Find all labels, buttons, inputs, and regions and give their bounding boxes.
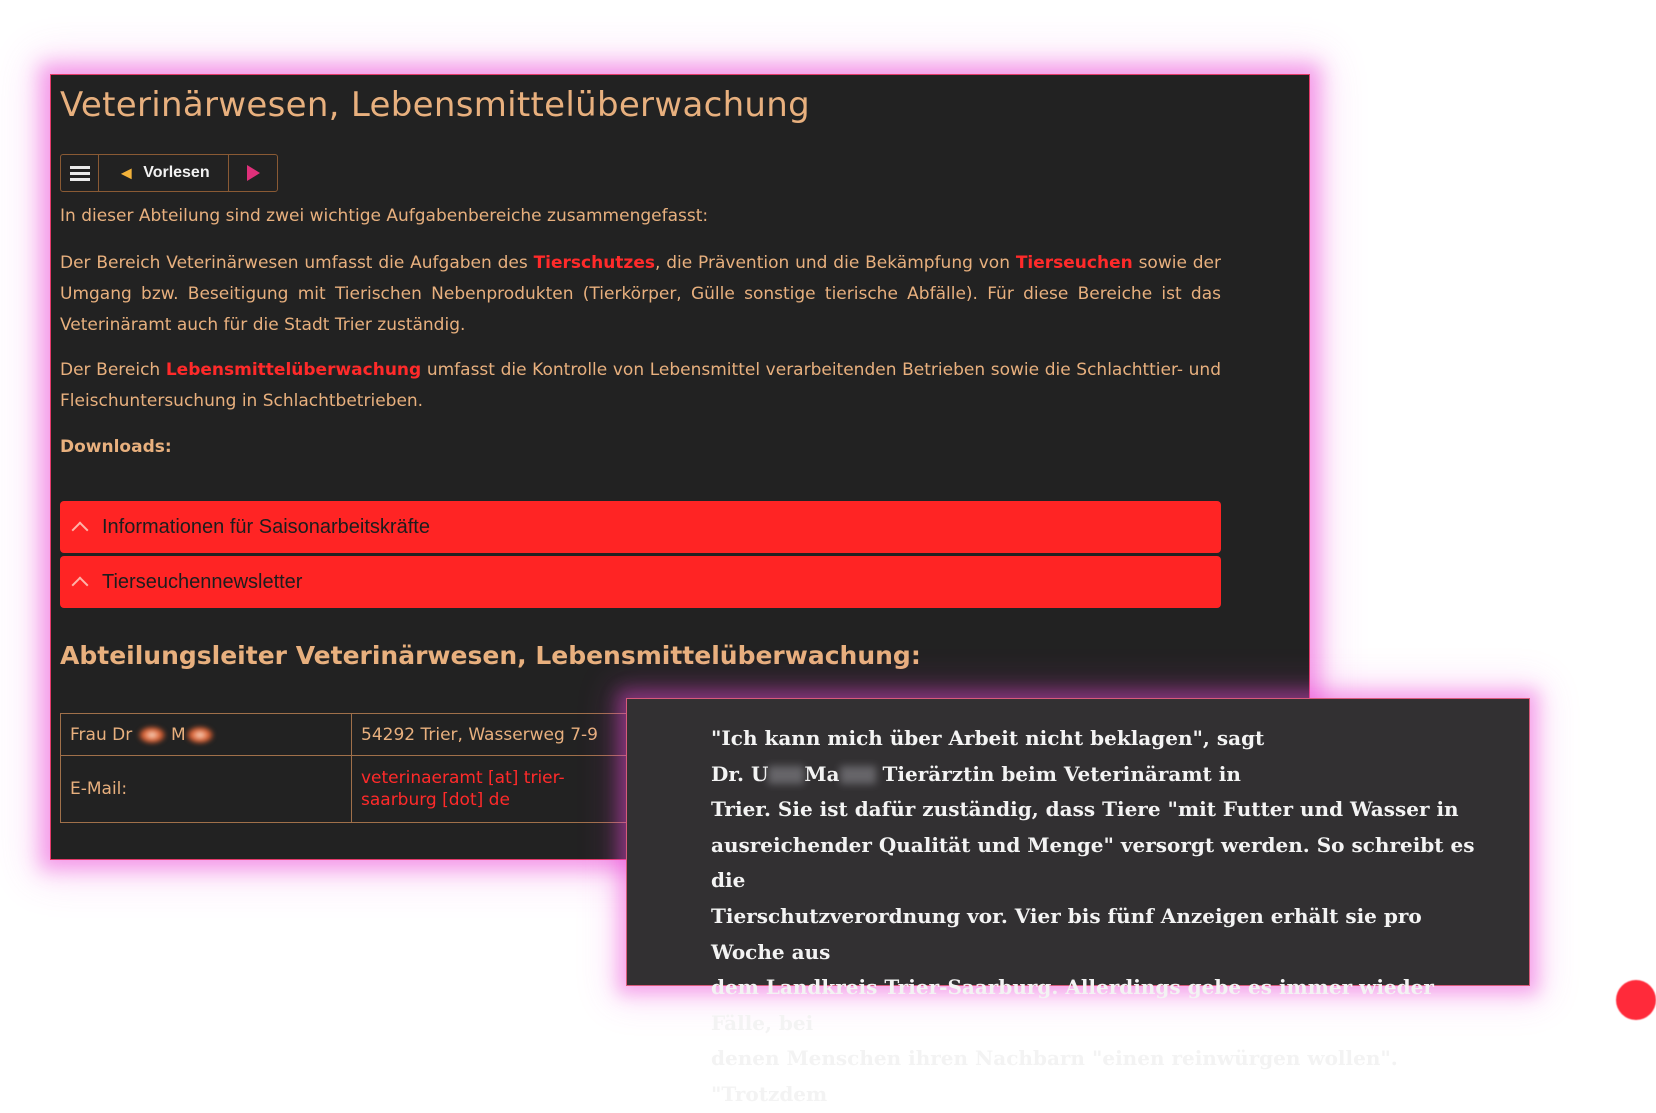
quote-line: dem Landkreis Trier-Saarburg. Allerdings gebe es immer wieder Fälle, bei: [711, 975, 1434, 1035]
corner-decoration: [1616, 980, 1656, 1020]
department-head-heading: Abteilungsleiter Veterinärwesen, Lebensmittelüberwachung:: [60, 641, 921, 670]
accordion-saisonarbeitskraefte[interactable]: [60, 501, 1221, 553]
chevron-up-icon: [72, 522, 89, 539]
text-segment: Tierärztin beim Veterinäramt in: [875, 761, 1241, 786]
address-cell: 54292 Trier, Wasserweg 7-9: [352, 714, 931, 756]
speaker-icon: ◄: [117, 162, 136, 183]
text-segment: sowie der Umgang bzw. Beseitigung mit Tierischen Nebenprodukten (Tierkörper, Gülle sonstige tierische Abfälle). Für diese Bereiche ist das Veterinäramt auch für die Stadt Trier zuständig.: [60, 253, 1221, 335]
quote-panel: [626, 698, 1530, 1106]
redacted-blur: [840, 766, 876, 784]
email-label: E-Mail:: [61, 756, 352, 823]
food-control-paragraph: [60, 355, 1221, 417]
tierseuchen-link[interactable]: Tierseuchen: [1015, 253, 1133, 273]
play-icon: [247, 165, 260, 181]
quote-line: ausreichender Qualität und Menge" versorgt werden. So schreibt es die: [711, 832, 1475, 893]
redacted-blur: [186, 726, 214, 744]
redacted-blur: [768, 766, 804, 784]
play-button[interactable]: [229, 155, 277, 191]
text-segment: Ma: [804, 761, 840, 786]
veterinary-paragraph: [60, 248, 1221, 341]
quote-line: Tierschutzverordnung vor. Vier bis fünf Anzeigen erhält sie pro Woche aus: [711, 903, 1422, 964]
read-aloud-label: Vorlesen: [143, 164, 210, 181]
lebensmittelueberwachung-link[interactable]: Lebensmittelüberwachung: [165, 360, 422, 380]
page-title: Veterinärwesen, Lebensmittelüberwachung: [60, 85, 811, 125]
intro-text: In dieser Abteilung sind zwei wichtige Aufgabenbereiche zusammengefasst:: [60, 206, 709, 226]
read-aloud-toolbar: [60, 154, 278, 192]
text-segment: Dr. U: [711, 761, 769, 786]
downloads-label: Downloads:: [60, 437, 172, 457]
quote-line: Trier. Sie ist dafür zuständig, dass Tiere "mit Futter und Wasser in: [711, 797, 1459, 822]
accordion-tierseuchennewsletter[interactable]: [60, 556, 1221, 608]
quote-line: [711, 757, 1501, 793]
accordion-label: Tierseuchennewsletter: [102, 570, 303, 593]
tierschutz-link[interactable]: Tierschutzes: [533, 253, 655, 273]
text-segment: Der Bereich Veterinärwesen umfasst die Aufgaben des: [60, 253, 534, 273]
text-segment: umfasst die Kontrolle von Lebensmittel verarbeitenden Betrieben sowie die Schlachttier- und Fleischuntersuchung in Schlachtbetrieben.: [60, 360, 1221, 411]
text-segment: , die Prävention und die Bekämpfung von: [654, 253, 1016, 273]
redacted-blur: [138, 726, 166, 744]
quote-line: "Ich kann mich über Arbeit nicht beklagen", sagt: [711, 726, 1265, 750]
chevron-up-icon: [72, 577, 89, 594]
email-line: saarburg [dot] de: [361, 790, 510, 810]
contact-name-prefix: Frau Dr: [70, 724, 133, 745]
text-segment: Der Bereich: [60, 360, 166, 380]
hamburger-menu-icon: [70, 166, 90, 181]
email-line: veterinaeramt [at] trier-: [361, 768, 565, 788]
contact-name-cell: [61, 714, 352, 756]
contact-name-initial: M: [171, 724, 186, 745]
quote-text: [711, 721, 1501, 1113]
accordion-label: Informationen für Saisonarbeitskräfte: [102, 515, 430, 538]
menu-button[interactable]: [61, 155, 99, 191]
read-aloud-button[interactable]: [99, 155, 229, 191]
quote-line: denen Menschen ihren Nachbarn "einen reinwürgen wollen". "Trotzdem: [711, 1046, 1398, 1106]
